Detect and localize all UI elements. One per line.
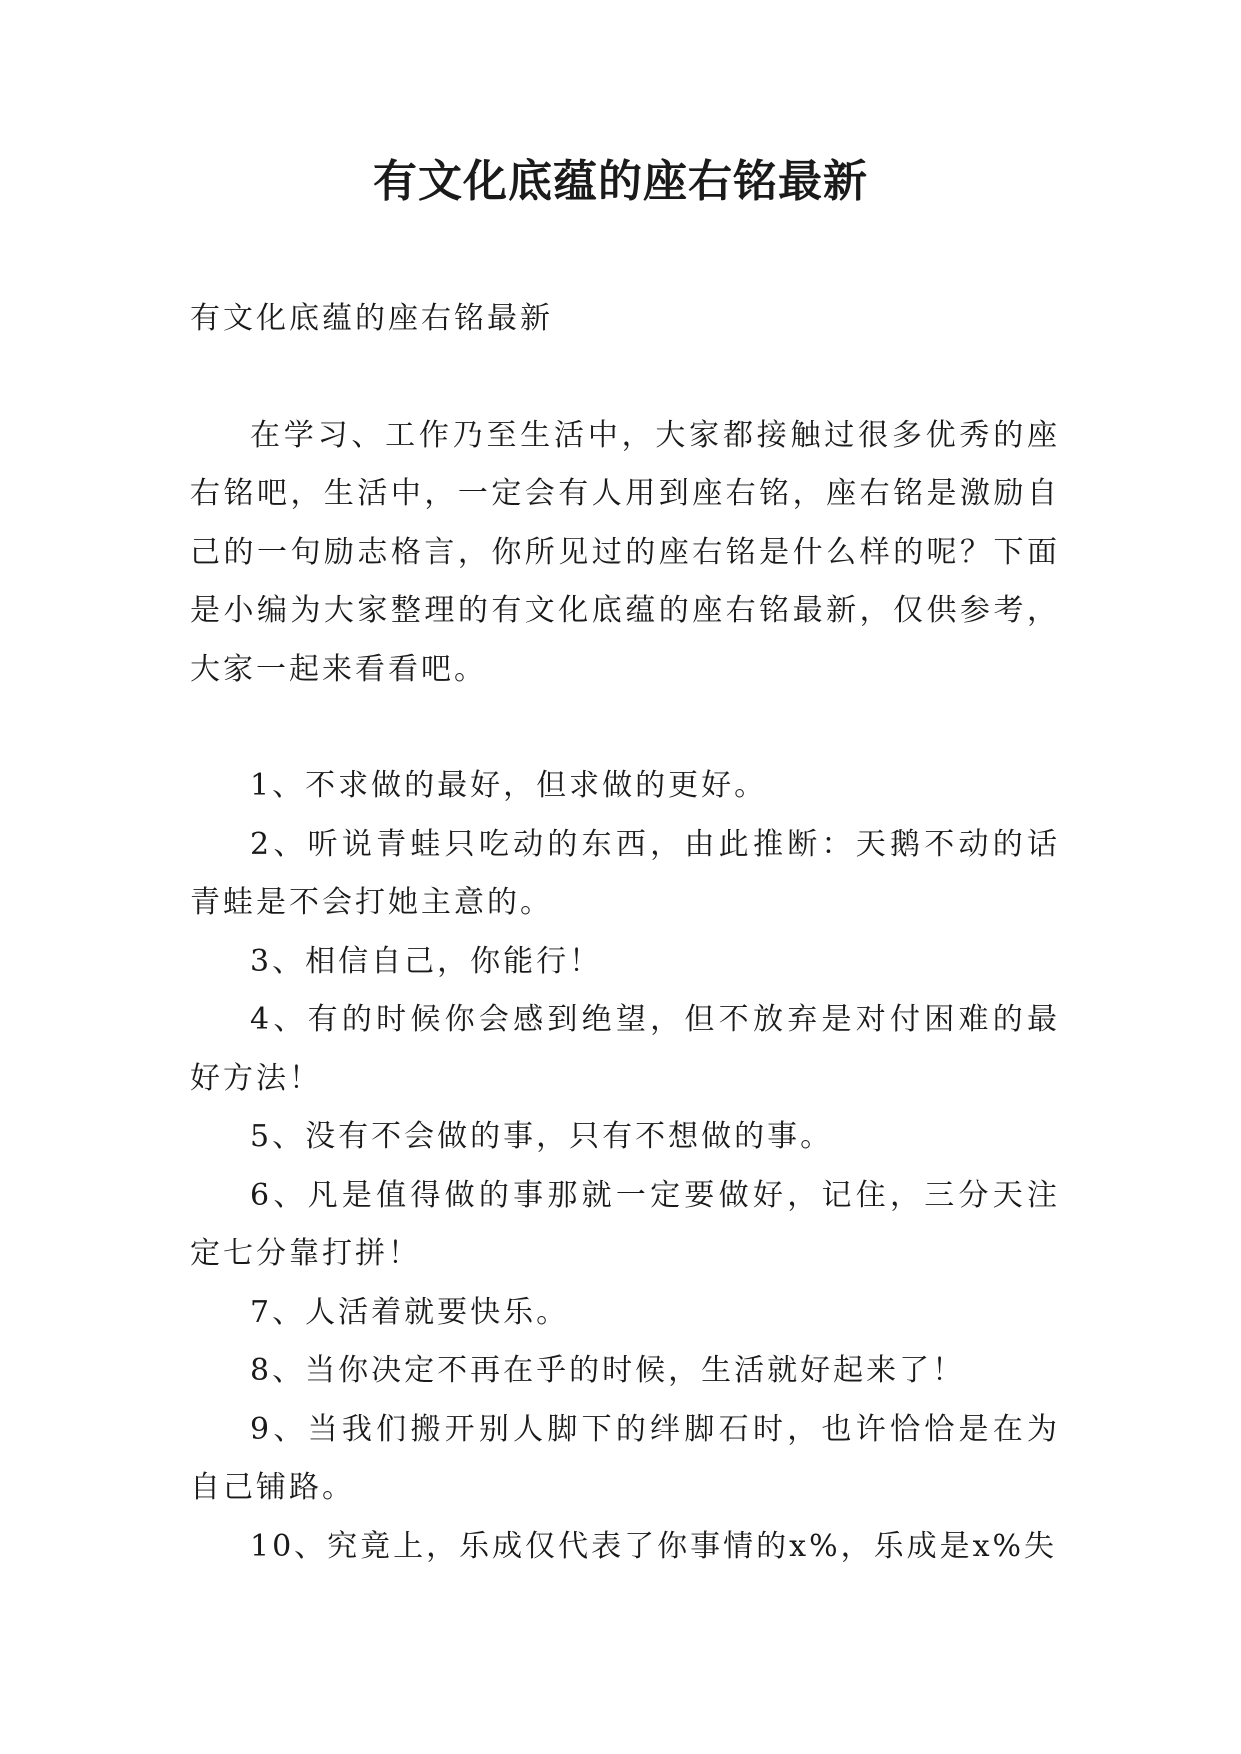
motto-item-3: 3、相信自己，你能行！	[250, 943, 603, 979]
document-body	[190, 290, 1060, 1576]
motto-item-5: 5、没有不会做的事，只有不想做的事。	[250, 1119, 834, 1154]
motto-item-2: 2、听说青蛙只吃动的东西，由此推断：天鹅不动的话青蛙是不会打她主意的。	[190, 826, 1060, 920]
motto-item-9: 9、当我们搬开别人脚下的绊脚石时，也许恰恰是在为自己铺路。	[190, 1411, 1060, 1505]
motto-item-6: 6、凡是值得做的事那就一定要做好，记住，三分天注定七分靠打拼！	[190, 1177, 1060, 1271]
motto-item-1: 1、不求做的最好，但求做的更好。	[250, 768, 768, 803]
intro-paragraph: 在学习、工作乃至生活中，大家都接触过很多优秀的座右铭吧，生活中，一定会有人用到座右铭，座右铭是激励自己的一句励志格言，你所见过的座右铭是什么样的呢？下面是小编为大家整理的有文化底蕴的座右铭最新，仅供参考，大家一起来看看吧。	[190, 417, 1060, 687]
document-title: 有文化底蕴的座右铭最新	[373, 156, 868, 207]
motto-item-4: 4、有的时候你会感到绝望，但不放弃是对付困难的最好方法！	[190, 1002, 1060, 1096]
motto-item-8: 8、当你决定不再在乎的时候，生活就好起来了！	[250, 1353, 966, 1388]
document-subtitle: 有文化底蕴的座右铭最新	[190, 301, 553, 336]
motto-item-7: 7、人活着就要快乐。	[250, 1294, 570, 1330]
motto-item-10: 10、究竟上，乐成仅代表了你事情的x%，乐成是x%失	[250, 1528, 1058, 1564]
